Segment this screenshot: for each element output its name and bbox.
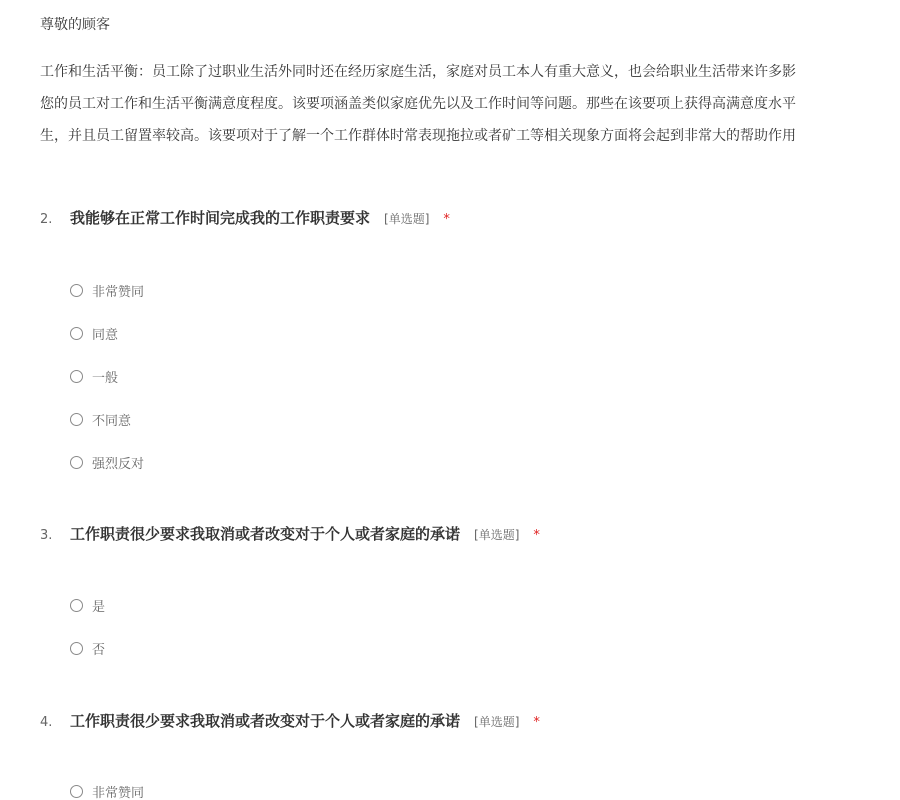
question-title: 我能够在正常工作时间完成我的工作职责要求: [70, 209, 371, 227]
radio-circle-icon[interactable]: [70, 785, 83, 798]
question-type-label: [单选题]: [474, 528, 520, 542]
intro-paragraph: [40, 56, 900, 152]
option-label: 强烈反对: [92, 457, 145, 472]
radio-circle-icon[interactable]: [70, 284, 83, 297]
greeting-text: 尊敬的顾客: [40, 17, 110, 33]
option-label: 是: [92, 600, 106, 615]
radio-circle-icon[interactable]: [70, 413, 83, 426]
question-3: [40, 523, 900, 658]
option-radio-very-agree[interactable]: [70, 782, 144, 800]
option-label: 一般: [92, 371, 119, 386]
option-radio-no[interactable]: [70, 639, 105, 658]
question-header: [40, 207, 900, 228]
option-radio-very-agree[interactable]: [70, 281, 144, 300]
question-title: 工作职责很少要求我取消或者改变对于个人或者家庭的承诺: [70, 712, 461, 730]
intro-line: 生，并且员工留置率较高。该要项对于了解一个工作群体时常表现拖拉或者矿工等相关现象方面将会起到非常大的帮助作用: [40, 128, 796, 144]
option-label: 否: [92, 643, 106, 658]
radio-circle-icon[interactable]: [70, 456, 83, 469]
required-mark: *: [533, 715, 540, 730]
question-type-label: [单选题]: [474, 715, 520, 729]
radio-circle-icon[interactable]: [70, 370, 83, 383]
option-radio-disagree[interactable]: [70, 410, 131, 429]
option-label: 非常赞同: [92, 285, 145, 300]
question-4: [40, 710, 900, 800]
option-radio-neutral[interactable]: [70, 367, 118, 386]
option-radio-yes[interactable]: [70, 596, 105, 615]
question-number: 3.: [40, 528, 53, 543]
question-title: 工作职责很少要求我取消或者改变对于个人或者家庭的承诺: [70, 525, 461, 543]
radio-circle-icon[interactable]: [70, 599, 83, 612]
option-radio-agree[interactable]: [70, 324, 118, 343]
question-header: [40, 710, 900, 731]
option-label: 非常赞同: [92, 786, 145, 800]
question-type-label: [单选题]: [384, 212, 430, 226]
radio-circle-icon[interactable]: [70, 327, 83, 340]
question-header: [40, 523, 900, 544]
option-radio-strongly-disagree[interactable]: [70, 453, 144, 472]
required-mark: *: [443, 212, 450, 227]
option-label: 不同意: [92, 414, 132, 429]
intro-line: 您的员工对工作和生活平衡满意度程度。该要项涵盖类似家庭优先以及工作时间等问题。那些在该要项上获得高满意度水平: [40, 96, 796, 112]
question-2: [40, 207, 900, 472]
question-number: 2.: [40, 212, 53, 227]
question-number: 4.: [40, 715, 53, 730]
option-label: 同意: [92, 328, 119, 343]
intro-line: 工作和生活平衡：员工除了过职业生活外同时还在经历家庭生活，家庭对员工本人有重大意义，也会给职业生活带来许多影: [40, 64, 796, 80]
required-mark: *: [533, 528, 540, 543]
radio-circle-icon[interactable]: [70, 642, 83, 655]
